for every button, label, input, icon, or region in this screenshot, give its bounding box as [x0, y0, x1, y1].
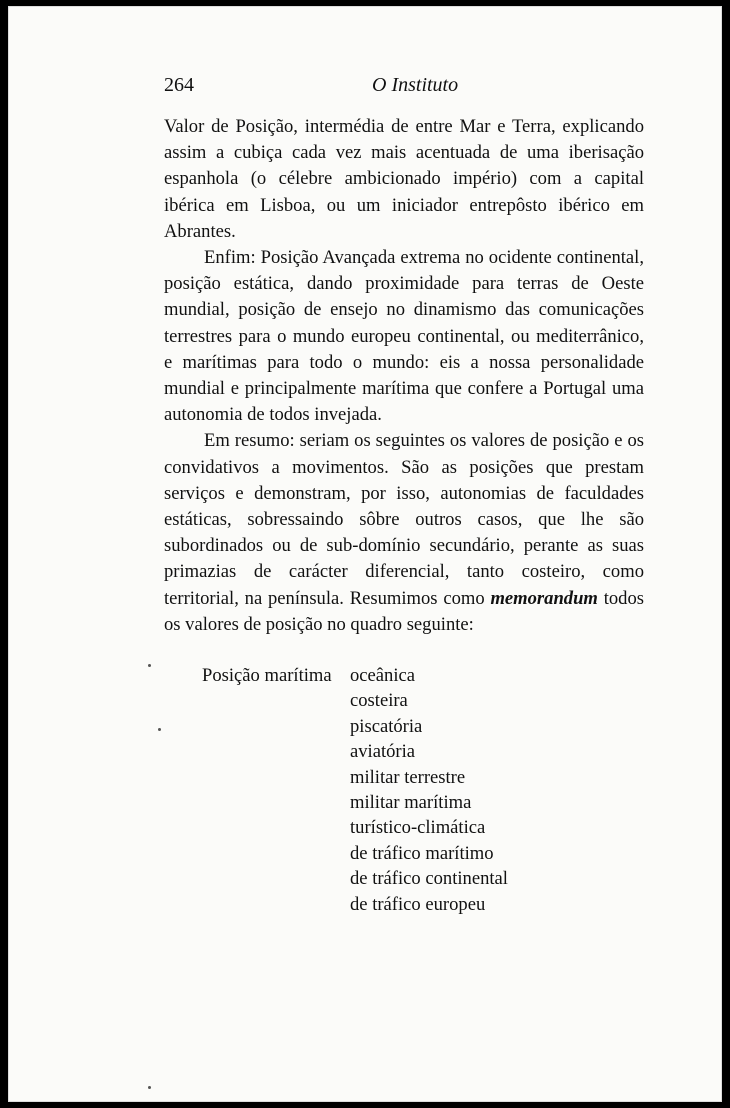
scan-speck	[148, 664, 151, 667]
list-item: turístico-climática	[350, 817, 486, 839]
list-item: de tráfico continental	[350, 868, 508, 890]
memorandum-emphasis: memorandum	[490, 587, 598, 609]
paragraph-1: Valor de Posição, intermédia de entre Mar e Terra, explicando assim a cubiça cada vez mais acentuada de uma iberisação espanhola (o célebre ambicionado império) com a capital ibérica em Lisboa, ou um iniciador entrepôsto ibérico em Abrantes.	[164, 116, 644, 242]
list-item: costeira	[350, 690, 408, 712]
table-items	[350, 663, 508, 917]
book-page	[8, 6, 722, 1102]
page-header	[164, 74, 644, 100]
table-label: Posição marítima	[202, 665, 332, 686]
paragraph-3-end: todos os valores de posição no quadro seguinte:	[164, 587, 644, 635]
paragraph-2: Enfim: Posição Avançada extrema no ocidente continental, posição estática, dando proximidade para terras de Oeste mundial, posição de ensejo no dinamismo das comunicações terrestres para o mundo europeu continental, ou mediterrânico, e marítimas para todo o mundo: eis a nossa personalidade mundial e principalmente marítima que confere a Portugal uma autonomia de todos invejada.	[164, 247, 644, 426]
list-item: oceânica	[350, 665, 416, 686]
body-text	[164, 114, 644, 638]
list-item: de tráfico marítimo	[350, 842, 494, 864]
list-item: militar marítima	[350, 791, 472, 813]
page-number: 264	[164, 74, 194, 96]
list-item: de tráfico europeu	[350, 893, 486, 915]
scan-speck	[158, 728, 161, 731]
paragraph-3	[164, 428, 644, 638]
list-item: piscatória	[350, 715, 423, 737]
running-title: O Instituto	[372, 74, 459, 96]
paragraph-3-start: Em resumo: seriam os seguintes os valores de posição e os convidativos a movimentos. São as posições que prestam serviços e demonstram, por isso, autonomias de faculdades estáticas, sobressaindo sôbre outros casos, que lhe são subordinados ou de sub-domínio secundário, perante as suas primazias de carácter diferencial, tanto costeiro, como territorial, na península. Resumimos como	[164, 430, 644, 609]
scan-speck	[148, 1086, 151, 1089]
list-item: militar terrestre	[350, 766, 466, 788]
list-item: aviatória	[350, 741, 416, 763]
